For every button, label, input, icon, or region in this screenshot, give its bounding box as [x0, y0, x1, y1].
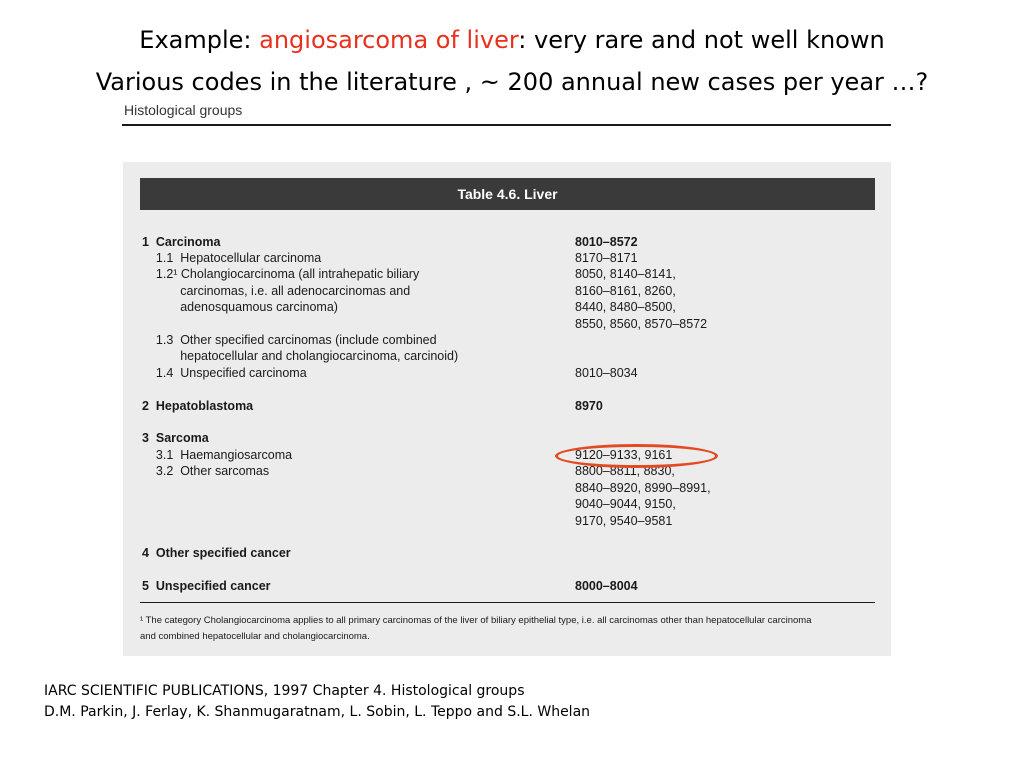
highlight-ellipse	[555, 444, 718, 468]
row-codes: 9120–9133, 9161	[575, 448, 673, 462]
table-image-panel	[123, 162, 891, 656]
row-codes: 8970	[575, 399, 603, 413]
footnote-line-1: ¹ The category Cholangiocarcinoma applies to all primary carcinomas of the liver of biliary epithelial type, i.e. all carcinomas other than hepatocellular carcinoma	[140, 615, 812, 626]
slide-title	[0, 24, 1024, 56]
footnote-line-2: and combined hepatocellular and cholangiocarcinoma.	[140, 631, 370, 642]
row-label: 1.3 Other specified carcinomas (include combined	[142, 333, 437, 347]
row-label: 4 Other specified cancer	[142, 546, 291, 560]
title-suffix: : very rare and not well known	[518, 26, 885, 54]
citation-line-1: IARC SCIENTIFIC PUBLICATIONS, 1997 Chapter 4. Histological groups	[44, 683, 525, 699]
slide-subtitle: Various codes in the literature , ~ 200 annual new cases per year …?	[95, 68, 929, 96]
section-rule	[122, 124, 891, 126]
row-codes: 9170, 9540–9581	[575, 514, 673, 528]
row-codes: 8010–8572	[575, 235, 638, 249]
row-label: 1 Carcinoma	[142, 235, 221, 249]
title-highlight: angiosarcoma of liver	[259, 26, 519, 54]
table-title: Table 4.6. Liver	[140, 178, 875, 210]
row-label: 5 Unspecified cancer	[142, 579, 271, 593]
table-footnote	[140, 613, 880, 645]
row-codes: 8440, 8480–8500,	[575, 300, 676, 314]
row-label: hepatocellular and cholangiocarcinoma, carcinoid)	[142, 349, 459, 363]
row-codes: 8170–8171	[575, 251, 638, 265]
row-label: carcinomas, i.e. all adenocarcinomas and	[142, 284, 411, 298]
row-codes: 8010–8034	[575, 366, 638, 380]
row-label: 2 Hepatoblastoma	[142, 399, 254, 413]
table-bottom-rule	[140, 602, 875, 603]
section-label: Histological groups	[124, 102, 243, 118]
row-codes: 9040–9044, 9150,	[575, 497, 676, 511]
row-codes: 8800–8811, 8830,	[575, 464, 675, 478]
row-codes: 8050, 8140–8141,	[575, 267, 676, 281]
citation-line-2: D.M. Parkin, J. Ferlay, K. Shanmugaratnam, L. Sobin, L. Teppo and S.L. Whelan	[44, 704, 591, 720]
row-label: 3.2 Other sarcomas	[142, 464, 270, 478]
row-codes: 8550, 8560, 8570–8572	[575, 317, 708, 331]
row-label: 1.1 Hepatocellular carcinoma	[142, 251, 322, 265]
title-prefix: Example:	[139, 26, 260, 54]
row-label: 1.2¹ Cholangiocarcinoma (all intrahepatic biliary	[142, 267, 420, 281]
row-codes: 8160–8161, 8260,	[575, 284, 676, 298]
row-codes: 8840–8920, 8990–8991,	[575, 481, 711, 495]
row-label: 3 Sarcoma	[142, 431, 209, 445]
row-label: adenosquamous carcinoma)	[142, 300, 338, 314]
row-label: 1.4 Unspecified carcinoma	[142, 366, 307, 380]
row-codes: 8000–8004	[575, 579, 638, 593]
row-label: 3.1 Haemangiosarcoma	[142, 448, 293, 462]
citation	[44, 681, 590, 723]
